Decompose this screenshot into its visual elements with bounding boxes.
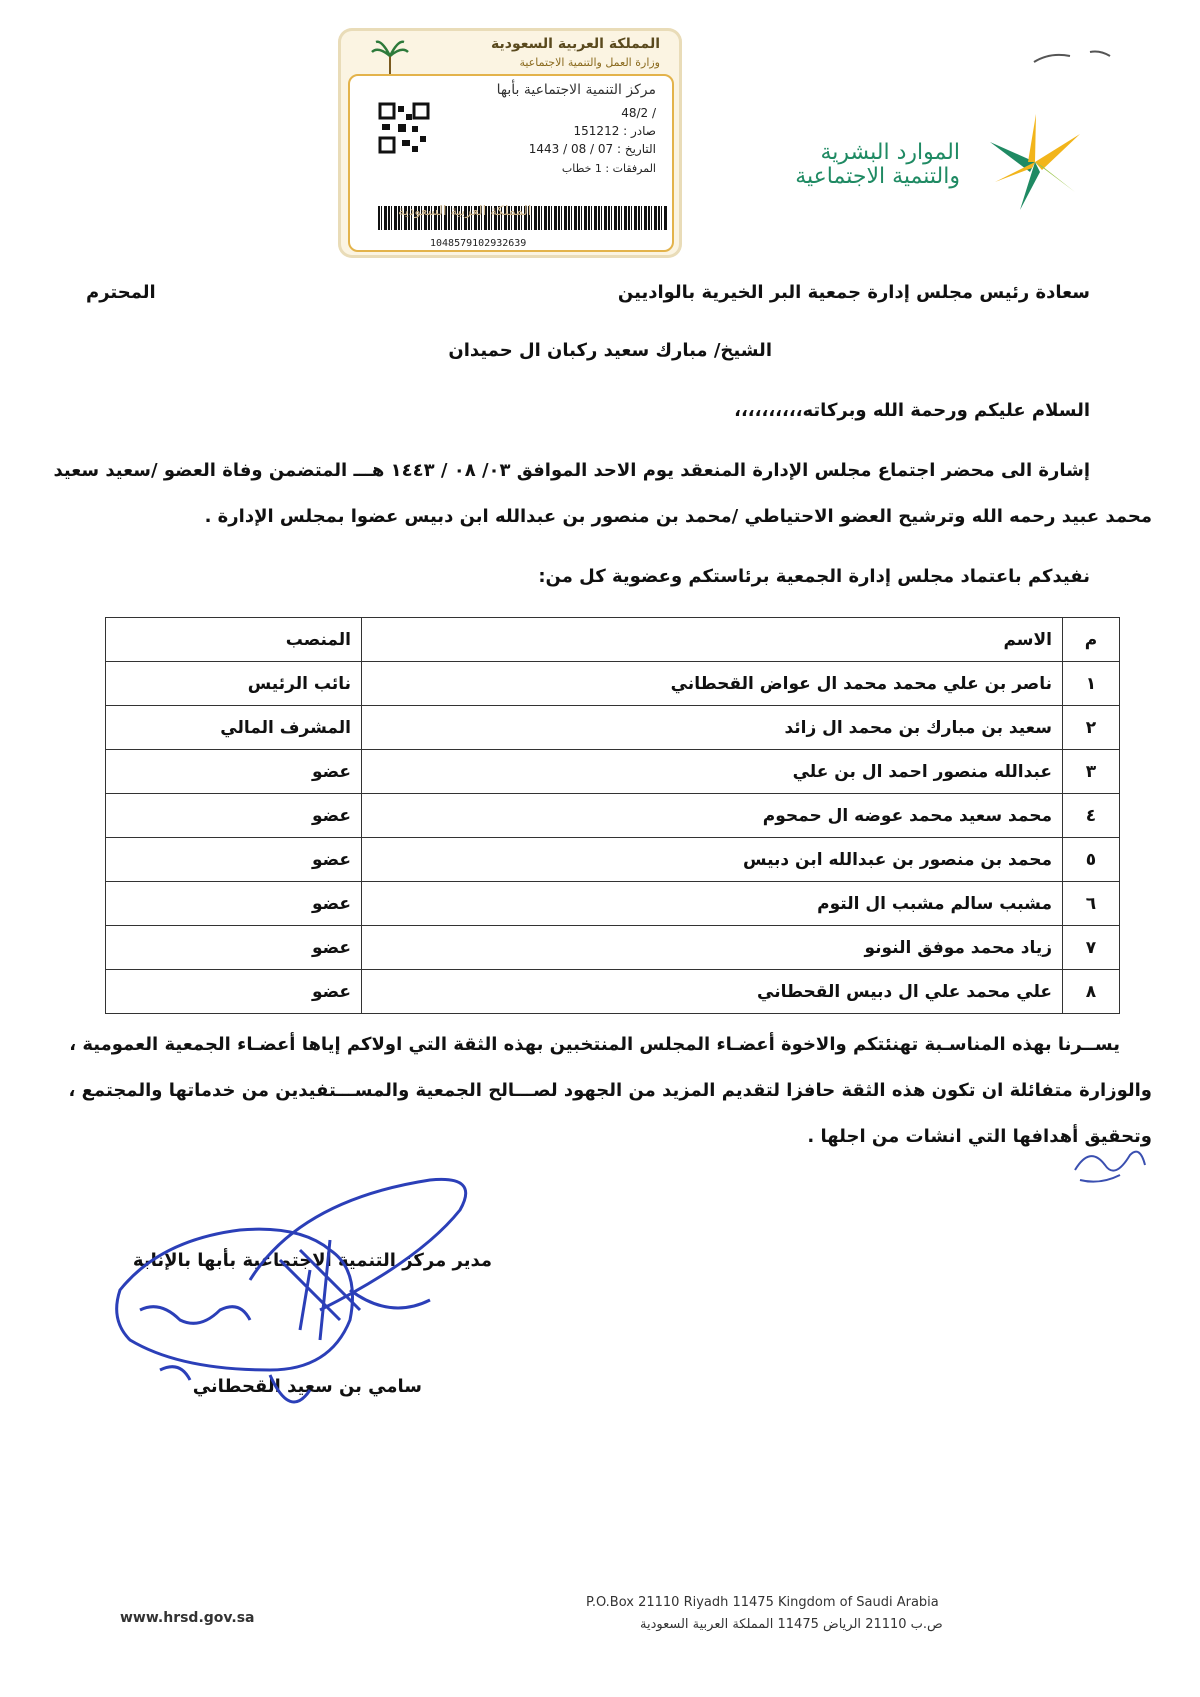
table-row <box>106 970 1120 1014</box>
row-position: عضو <box>106 838 362 882</box>
greeting: السلام عليكم ورحمة الله وبركاته،،،،،،،،،، <box>734 400 1090 421</box>
row-num: ٦ <box>1063 882 1120 926</box>
row-name: محمد بن منصور بن عبدالله ابن دبيس <box>362 838 1063 882</box>
logo-text-line2: والتنمية الاجتماعية <box>795 164 960 189</box>
row-name: عبدالله منصور احمد ال بن علي <box>362 750 1063 794</box>
members-table <box>105 617 1120 1014</box>
ministry-logo-icon <box>980 112 1090 212</box>
row-name: سعيد بن مبارك بن محمد ال زائد <box>362 706 1063 750</box>
qr-code-icon <box>378 102 430 154</box>
stamp-date: التاريخ : 07 / 08 / 1443 <box>528 142 656 156</box>
stamp-center: مركز التنمية الاجتماعية بأبها <box>496 82 656 98</box>
incoming-stamp <box>338 28 682 258</box>
closing-line1: يســرنا بهذه المناسـبة تهنئتكم والاخوة أعضـاء المجلس المنتخبين بهذه الثقة التي اولاكم إياها أعضـاء الجمعية العمومية ، <box>69 1034 1120 1055</box>
stamp-ministry: وزارة العمل والتنمية الاجتماعية <box>519 56 660 69</box>
signature-title: مدير مركز التنمية الاجتماعية بأبها بالإنابة <box>132 1250 492 1271</box>
table-row <box>106 882 1120 926</box>
row-num: ٣ <box>1063 750 1120 794</box>
table-row <box>106 750 1120 794</box>
paragraph1-line1: إشارة الى محضر اجتماع مجلس الإدارة المنعقد يوم الاحد الموافق ٠٣/ ٠٨ / ١٤٤٣ هـــ المتضمن وفاة العضو /سعيد سعيد <box>53 460 1090 481</box>
row-name: علي محمد علي ال دبيس القحطاني <box>362 970 1063 1014</box>
row-num: ٤ <box>1063 794 1120 838</box>
stamp-footer: المملكة العربية السعودية <box>398 204 532 219</box>
handwritten-note-icon <box>1070 1140 1150 1190</box>
header-name: الاسم <box>362 618 1063 662</box>
footer-website: www.hrsd.gov.sa <box>120 1610 255 1626</box>
header-position: المنصب <box>106 618 362 662</box>
stamp-attachments: المرفقات : 1 خطاب <box>561 162 656 175</box>
paragraph2: نفيدكم باعتماد مجلس إدارة الجمعية برئاستكم وعضوية كل من: <box>538 566 1090 587</box>
logo-text-line1: الموارد البشرية <box>820 140 960 165</box>
row-position: عضو <box>106 970 362 1014</box>
table-row <box>106 838 1120 882</box>
row-position: عضو <box>106 794 362 838</box>
table-header-row <box>106 618 1120 662</box>
table-row <box>106 662 1120 706</box>
row-num: ٥ <box>1063 838 1120 882</box>
signature-name: سامي بن سعيد القحطاني <box>192 1376 422 1397</box>
footer-address-en: P.O.Box 21110 Riyadh 11475 Kingdom of Saudi Arabia <box>586 1595 939 1610</box>
stamp-inner <box>348 74 674 252</box>
header-num: م <box>1063 618 1120 662</box>
stamp-kingdom: المملكة العربية السعودية <box>491 36 660 52</box>
respected-label: المحترم <box>86 282 156 303</box>
paragraph1-line2: محمد عبيد رحمه الله وترشيح العضو الاحتياطي /محمد بن منصور بن عبدالله ابن دبيس عضوا بمجلس الإدارة . <box>204 506 1152 527</box>
closing-line3: وتحقيق أهدافها التي انشات من اجلها . <box>807 1126 1152 1147</box>
row-position: عضو <box>106 750 362 794</box>
closing-line2: والوزارة متفائلة ان تكون هذه الثقة حافزا لتقديم المزيد من الجهود لصـــالح الجمعية والمســـتفيدين من خدماتها والمجتمع ، <box>68 1080 1152 1101</box>
handwritten-signature-icon <box>100 1170 520 1420</box>
row-num: ٢ <box>1063 706 1120 750</box>
row-position: عضو <box>106 926 362 970</box>
row-name: ناصر بن علي محمد محمد ال عواض القحطاني <box>362 662 1063 706</box>
stamp-ref: / 48/2 <box>621 106 656 120</box>
table-row <box>106 794 1120 838</box>
stamp-barcode-number: 1048579102932639 <box>430 238 527 249</box>
footer-address-ar: ص.ب 21110 الرياض 11475 المملكة العربية السعودية <box>640 1617 943 1632</box>
sheikh-name: الشيخ/ مبارك سعيد ركبان ال حميدان <box>448 340 772 361</box>
row-num: ١ <box>1063 662 1120 706</box>
row-name: زياد محمد موفق النونو <box>362 926 1063 970</box>
stamp-issued: صادر : 151212 <box>573 124 656 138</box>
row-num: ٨ <box>1063 970 1120 1014</box>
table-row <box>106 706 1120 750</box>
row-name: مشبب سالم مشبب ال التوم <box>362 882 1063 926</box>
row-position: عضو <box>106 882 362 926</box>
row-num: ٧ <box>1063 926 1120 970</box>
corner-mark-icon <box>1030 44 1120 68</box>
row-position: نائب الرئيس <box>106 662 362 706</box>
addressee: سعادة رئيس مجلس إدارة جمعية البر الخيرية بالواديين <box>617 282 1090 303</box>
row-position: المشرف المالي <box>106 706 362 750</box>
row-name: محمد سعيد محمد عوضه ال حمحوم <box>362 794 1063 838</box>
table-row <box>106 926 1120 970</box>
